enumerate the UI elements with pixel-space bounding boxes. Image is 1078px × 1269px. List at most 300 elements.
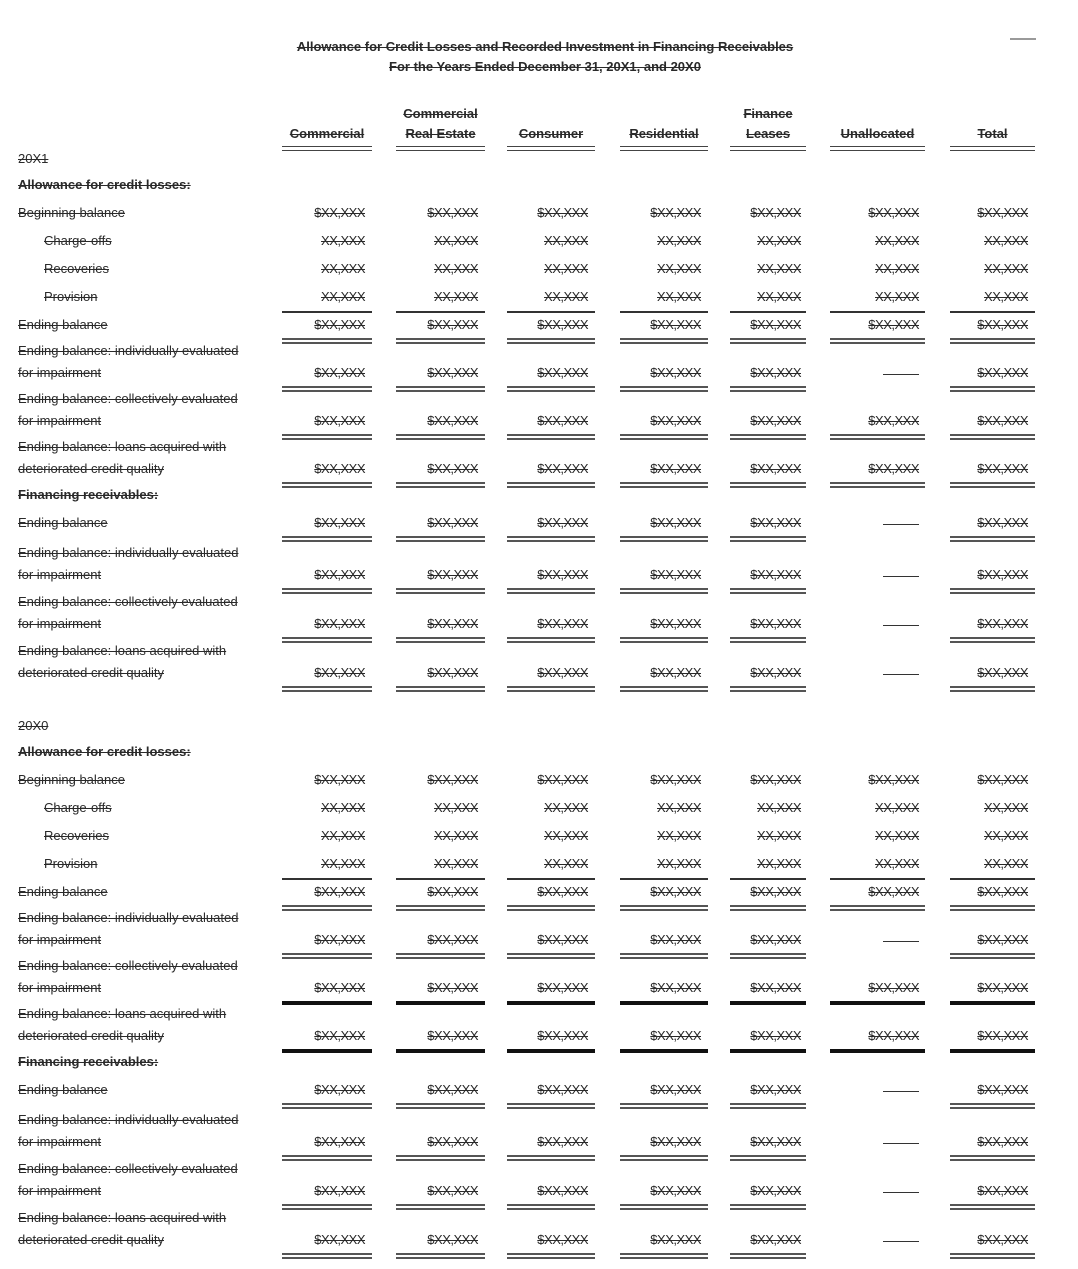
row-label: Beginning balance [18,772,125,787]
amount-cell-consumer: $XX,XXX [537,205,588,220]
header-underline [282,146,372,151]
row-label-line1: Ending balance: collectively evaluated [18,391,238,406]
amount-cell-consumer: $XX,XXX [537,884,588,899]
total-underline [730,905,806,911]
amount-cell-commercial-real-estate: $XX,XXX [427,205,478,220]
amount-cell-total: $XX,XXX [977,932,1028,947]
amount-cell-commercial-real-estate: $XX,XXX [427,317,478,332]
row-label-line1: Ending balance: collectively evaluated [18,958,238,973]
column-header-line2: Leases [745,126,791,141]
amount-cell-consumer: $XX,XXX [537,1134,588,1149]
amount-cell-finance-leases: $XX,XXX [750,1183,801,1198]
total-underline [620,953,708,959]
nil-dash [883,674,919,675]
amount-cell-finance-leases: $XX,XXX [750,413,801,428]
nil-dash [883,1241,919,1242]
total-underline [730,338,806,344]
total-underline [730,588,806,594]
amount-cell-finance-leases: XX,XXX [757,800,801,815]
total-underline [950,588,1035,594]
total-underline [282,905,372,911]
total-underline [396,686,485,692]
total-underline [282,637,372,643]
document-subtitle: For the Years Ended December 31, 20X1, and 20X0 [389,59,701,74]
amount-cell-residential: $XX,XXX [650,616,701,631]
total-underline [507,588,595,594]
amount-cell-residential: XX,XXX [657,289,701,304]
amount-cell-total: $XX,XXX [977,413,1028,428]
amount-cell-finance-leases: $XX,XXX [750,515,801,530]
amount-cell-finance-leases: XX,XXX [757,289,801,304]
total-underline [830,1049,925,1053]
amount-cell-total: $XX,XXX [977,1028,1028,1043]
total-underline [396,536,485,542]
subtotal-rule [507,878,595,880]
total-underline [950,686,1035,692]
amount-cell-total: XX,XXX [984,828,1028,843]
amount-cell-residential: $XX,XXX [650,1183,701,1198]
amount-cell-commercial-real-estate: $XX,XXX [427,1028,478,1043]
total-underline [950,1001,1035,1005]
amount-cell-consumer: $XX,XXX [537,1183,588,1198]
total-underline [950,1049,1035,1053]
total-underline [950,953,1035,959]
header-underline [620,146,708,151]
amount-cell-total: XX,XXX [984,800,1028,815]
subtotal-rule [950,311,1035,313]
total-underline [282,386,372,392]
amount-cell-commercial: $XX,XXX [314,461,365,476]
total-underline [282,1155,372,1161]
total-underline [396,1204,485,1210]
amount-cell-commercial: XX,XXX [321,233,365,248]
header-underline [950,146,1035,151]
nil-dash [883,625,919,626]
total-underline [507,536,595,542]
row-label-line1: Ending balance: individually evaluated [18,343,239,358]
total-underline [730,1253,806,1259]
total-underline [830,905,925,911]
row-label: 20X0 [18,718,49,733]
total-underline [507,1001,595,1005]
amount-cell-commercial-real-estate: $XX,XXX [427,665,478,680]
amount-cell-residential: $XX,XXX [650,413,701,428]
column-header-line2: Residential [629,126,699,141]
amount-cell-residential: $XX,XXX [650,1028,701,1043]
subtotal-rule [950,878,1035,880]
amount-cell-commercial-real-estate: $XX,XXX [427,1134,478,1149]
total-underline [620,482,708,488]
amount-cell-finance-leases: $XX,XXX [750,884,801,899]
amount-cell-total: XX,XXX [984,856,1028,871]
amount-cell-finance-leases: $XX,XXX [750,1134,801,1149]
amount-cell-commercial: XX,XXX [321,289,365,304]
row-label-line2: deteriorated credit quality [18,665,164,680]
row-label: Ending balance [18,515,108,530]
row-label: 20X1 [18,151,49,166]
amount-cell-commercial-real-estate: $XX,XXX [427,772,478,787]
total-underline [396,386,485,392]
total-underline [507,1049,595,1053]
amount-cell-total: $XX,XXX [977,665,1028,680]
nil-dash [883,1091,919,1092]
amount-cell-residential: $XX,XXX [650,1134,701,1149]
amount-cell-commercial: XX,XXX [321,828,365,843]
total-underline [507,1103,595,1109]
row-label: Provision [44,856,98,871]
row-label-line2: for impairment [18,616,102,631]
amount-cell-total: $XX,XXX [977,317,1028,332]
amount-cell-total: $XX,XXX [977,567,1028,582]
amount-cell-commercial-real-estate: XX,XXX [434,828,478,843]
amount-cell-consumer: XX,XXX [544,856,588,871]
total-underline [396,1253,485,1259]
amount-cell-consumer: $XX,XXX [537,413,588,428]
amount-cell-commercial: $XX,XXX [314,980,365,995]
amount-cell-finance-leases: $XX,XXX [750,932,801,947]
nil-dash [883,1143,919,1144]
header-underline [830,146,925,151]
amount-cell-residential: XX,XXX [657,233,701,248]
total-underline [950,905,1035,911]
total-underline [830,1001,925,1005]
amount-cell-commercial-real-estate: $XX,XXX [427,461,478,476]
subtotal-rule [830,878,925,880]
amount-cell-unallocated: XX,XXX [875,261,919,276]
total-underline [730,536,806,542]
total-underline [730,1001,806,1005]
total-underline [282,686,372,692]
amount-cell-residential: $XX,XXX [650,1082,701,1097]
total-underline [620,536,708,542]
total-underline [620,637,708,643]
amount-cell-total: $XX,XXX [977,461,1028,476]
total-underline [950,1155,1035,1161]
amount-cell-commercial: $XX,XXX [314,772,365,787]
column-header-commercial-real-estate [396,104,485,151]
amount-cell-finance-leases: $XX,XXX [750,772,801,787]
amount-cell-consumer: $XX,XXX [537,616,588,631]
total-underline [282,434,372,440]
amount-cell-residential: XX,XXX [657,828,701,843]
amount-cell-consumer: $XX,XXX [537,1232,588,1247]
total-underline [396,338,485,344]
amount-cell-finance-leases: $XX,XXX [750,616,801,631]
amount-cell-commercial-real-estate: $XX,XXX [427,365,478,380]
row-label-line1: Ending balance: loans acquired with [18,1006,227,1021]
amount-cell-residential: $XX,XXX [650,932,701,947]
amount-cell-consumer: $XX,XXX [537,567,588,582]
column-header-line2: Consumer [518,126,584,141]
amount-cell-unallocated: $XX,XXX [868,884,919,899]
document-title: Allowance for Credit Losses and Recorded Investment in Financing Receivables [296,39,794,54]
total-underline [282,588,372,594]
column-header-line1 [282,104,372,124]
total-underline [396,482,485,488]
row-label: Allowance for credit losses: [18,744,191,759]
amount-cell-consumer: XX,XXX [544,800,588,815]
amount-cell-commercial-real-estate: $XX,XXX [427,616,478,631]
amount-cell-unallocated: $XX,XXX [868,317,919,332]
amount-cell-commercial-real-estate: $XX,XXX [427,515,478,530]
total-underline [396,1103,485,1109]
row-label: Charge-offs [44,800,112,815]
amount-cell-consumer: $XX,XXX [537,317,588,332]
row-label-line2: for impairment [18,932,102,947]
total-underline [620,386,708,392]
total-underline [730,1204,806,1210]
amount-cell-commercial-real-estate: XX,XXX [434,261,478,276]
amount-cell-total: $XX,XXX [977,772,1028,787]
row-label-line1: Ending balance: collectively evaluated [18,1161,238,1176]
amount-cell-total: $XX,XXX [977,884,1028,899]
amount-cell-commercial: $XX,XXX [314,205,365,220]
column-header-line1: Finance [743,106,793,121]
row-label: Beginning balance [18,205,125,220]
total-underline [950,338,1035,344]
total-underline [950,482,1035,488]
amount-cell-residential: XX,XXX [657,800,701,815]
total-underline [507,1204,595,1210]
amount-cell-commercial-real-estate: $XX,XXX [427,1183,478,1198]
total-underline [620,1001,708,1005]
amount-cell-finance-leases: XX,XXX [757,233,801,248]
amount-cell-commercial-real-estate: $XX,XXX [427,567,478,582]
total-underline [282,482,372,488]
total-underline [950,637,1035,643]
total-underline [730,386,806,392]
row-label: Ending balance [18,317,108,332]
amount-cell-finance-leases: $XX,XXX [750,980,801,995]
row-label: Recoveries [44,261,110,276]
total-underline [620,1155,708,1161]
amount-cell-consumer: $XX,XXX [537,1082,588,1097]
amount-cell-residential: $XX,XXX [650,515,701,530]
amount-cell-commercial: XX,XXX [321,800,365,815]
row-label-line2: deteriorated credit quality [18,1028,164,1043]
column-header-line2: Unallocated [840,126,915,141]
total-underline [396,1049,485,1053]
total-underline [507,637,595,643]
column-header-total [950,104,1035,151]
amount-cell-residential: $XX,XXX [650,461,701,476]
amount-cell-commercial: $XX,XXX [314,567,365,582]
row-label-line2: for impairment [18,1183,102,1198]
amount-cell-total: $XX,XXX [977,980,1028,995]
total-underline [950,434,1035,440]
amount-cell-commercial: $XX,XXX [314,1028,365,1043]
amount-cell-consumer: $XX,XXX [537,932,588,947]
amount-cell-finance-leases: $XX,XXX [750,1232,801,1247]
total-underline [282,1001,372,1005]
subtotal-rule [730,311,806,313]
total-underline [282,536,372,542]
amount-cell-total: $XX,XXX [977,1232,1028,1247]
column-header-unallocated [830,104,925,151]
total-underline [620,1253,708,1259]
amount-cell-commercial: $XX,XXX [314,616,365,631]
amount-cell-unallocated: XX,XXX [875,828,919,843]
amount-cell-finance-leases: XX,XXX [757,828,801,843]
amount-cell-finance-leases: $XX,XXX [750,665,801,680]
amount-cell-total: XX,XXX [984,233,1028,248]
total-underline [282,1253,372,1259]
total-underline [507,386,595,392]
amount-cell-commercial-real-estate: XX,XXX [434,233,478,248]
amount-cell-residential: XX,XXX [657,261,701,276]
row-label: Ending balance [18,884,108,899]
total-underline [830,338,925,344]
total-underline [282,1049,372,1053]
row-label-line1: Ending balance: loans acquired with [18,1210,227,1225]
column-header-commercial [282,104,372,151]
column-header-line1: Commercial [403,106,478,121]
amount-cell-consumer: $XX,XXX [537,461,588,476]
total-underline [730,686,806,692]
amount-cell-unallocated: $XX,XXX [868,413,919,428]
row-label: Charge-offs [44,233,112,248]
total-underline [396,1001,485,1005]
amount-cell-commercial: $XX,XXX [314,317,365,332]
column-header-line1 [830,104,925,124]
row-label: Financing receivables: [18,487,159,502]
total-underline [830,434,925,440]
subtotal-rule [396,311,485,313]
total-underline [950,536,1035,542]
total-underline [396,434,485,440]
total-underline [950,1204,1035,1210]
amount-cell-residential: $XX,XXX [650,980,701,995]
total-underline [950,1103,1035,1109]
total-underline [396,953,485,959]
amount-cell-total: XX,XXX [984,261,1028,276]
row-label: Provision [44,289,98,304]
amount-cell-commercial: $XX,XXX [314,413,365,428]
total-underline [620,686,708,692]
amount-cell-commercial-real-estate: $XX,XXX [427,413,478,428]
amount-cell-finance-leases: $XX,XXX [750,567,801,582]
subtotal-rule [620,878,708,880]
total-underline [730,1049,806,1053]
column-header-line1 [950,104,1035,124]
amount-cell-consumer: XX,XXX [544,233,588,248]
total-underline [950,386,1035,392]
amount-cell-commercial: $XX,XXX [314,932,365,947]
nil-dash [883,374,919,375]
amount-cell-unallocated: XX,XXX [875,800,919,815]
amount-cell-commercial: $XX,XXX [314,1082,365,1097]
total-underline [620,1204,708,1210]
amount-cell-consumer: $XX,XXX [537,665,588,680]
amount-cell-consumer: $XX,XXX [537,772,588,787]
amount-cell-finance-leases: $XX,XXX [750,1082,801,1097]
total-underline [620,434,708,440]
row-label-line1: Ending balance: individually evaluated [18,910,239,925]
amount-cell-residential: $XX,XXX [650,567,701,582]
total-underline [282,1103,372,1109]
amount-cell-commercial: XX,XXX [321,261,365,276]
amount-cell-finance-leases: $XX,XXX [750,205,801,220]
amount-cell-unallocated: $XX,XXX [868,1028,919,1043]
amount-cell-consumer: $XX,XXX [537,515,588,530]
subtotal-rule [282,878,372,880]
amount-cell-total: $XX,XXX [977,616,1028,631]
amount-cell-commercial-real-estate: XX,XXX [434,800,478,815]
amount-cell-total: $XX,XXX [977,1082,1028,1097]
total-underline [396,905,485,911]
amount-cell-total: $XX,XXX [977,1183,1028,1198]
subtotal-rule [730,878,806,880]
amount-cell-commercial-real-estate: $XX,XXX [427,884,478,899]
amount-cell-commercial: $XX,XXX [314,365,365,380]
amount-cell-residential: $XX,XXX [650,1232,701,1247]
amount-cell-finance-leases: $XX,XXX [750,1028,801,1043]
total-underline [282,1204,372,1210]
amount-cell-unallocated: XX,XXX [875,289,919,304]
amount-cell-consumer: XX,XXX [544,828,588,843]
total-underline [730,434,806,440]
amount-cell-total: $XX,XXX [977,205,1028,220]
amount-cell-commercial: $XX,XXX [314,1183,365,1198]
amount-cell-consumer: $XX,XXX [537,365,588,380]
amount-cell-residential: $XX,XXX [650,205,701,220]
amount-cell-commercial-real-estate: $XX,XXX [427,1232,478,1247]
amount-cell-commercial: $XX,XXX [314,884,365,899]
column-header-line1 [620,104,708,124]
amount-cell-finance-leases: XX,XXX [757,261,801,276]
amount-cell-consumer: XX,XXX [544,261,588,276]
amount-cell-residential: $XX,XXX [650,772,701,787]
column-header-residential [620,104,708,151]
amount-cell-commercial-real-estate: XX,XXX [434,856,478,871]
nil-dash [883,941,919,942]
row-label-line2: for impairment [18,1134,102,1149]
row-label: Ending balance [18,1082,108,1097]
row-label-line1: Ending balance: loans acquired with [18,439,227,454]
amount-cell-total: $XX,XXX [977,365,1028,380]
amount-cell-residential: $XX,XXX [650,365,701,380]
corner-mark [1010,38,1036,40]
row-label-line1: Ending balance: individually evaluated [18,1112,239,1127]
amount-cell-consumer: XX,XXX [544,289,588,304]
total-underline [950,1253,1035,1259]
amount-cell-unallocated: XX,XXX [875,233,919,248]
total-underline [620,338,708,344]
amount-cell-total: $XX,XXX [977,515,1028,530]
row-label-line2: deteriorated credit quality [18,1232,164,1247]
total-underline [730,1155,806,1161]
amount-cell-finance-leases: $XX,XXX [750,317,801,332]
subtotal-rule [507,311,595,313]
row-label-line2: deteriorated credit quality [18,461,164,476]
column-header-line2: Real Estate [405,126,476,141]
row-label-line2: for impairment [18,413,102,428]
amount-cell-commercial-real-estate: $XX,XXX [427,980,478,995]
amount-cell-consumer: $XX,XXX [537,980,588,995]
total-underline [507,905,595,911]
amount-cell-finance-leases: $XX,XXX [750,365,801,380]
total-underline [507,434,595,440]
document-title-block [0,37,1078,77]
amount-cell-commercial: $XX,XXX [314,515,365,530]
column-header-line2: Total [977,126,1008,141]
amount-cell-residential: $XX,XXX [650,884,701,899]
nil-dash [883,576,919,577]
total-underline [620,1049,708,1053]
row-label: Allowance for credit losses: [18,177,191,192]
header-underline [507,146,595,151]
row-label-line2: for impairment [18,365,102,380]
